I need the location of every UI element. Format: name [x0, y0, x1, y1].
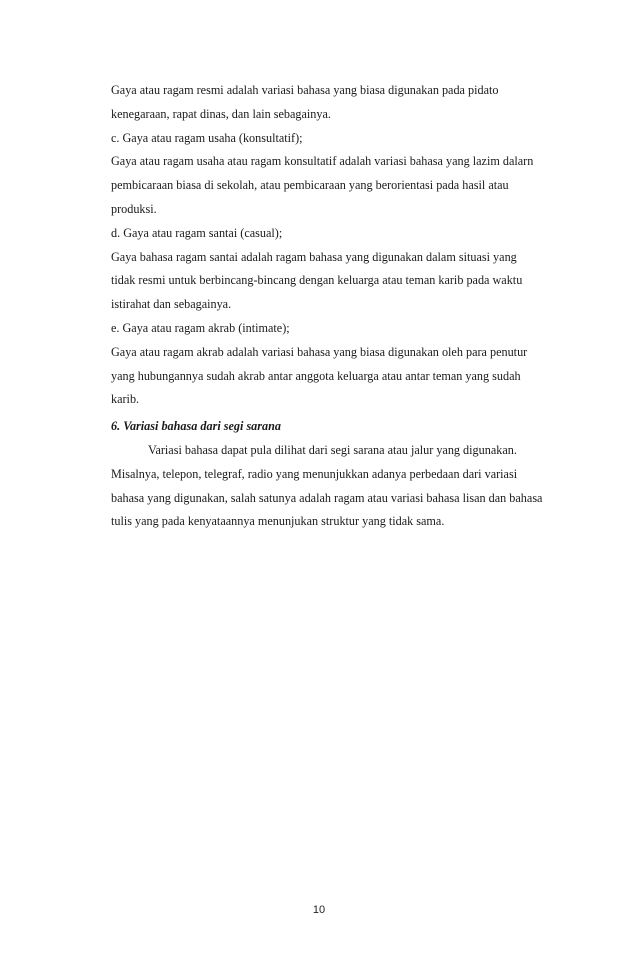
text-line: Gaya atau ragam resmi adalah variasi bahasa yang biasa digunakan pada pidato: [111, 83, 499, 97]
text-line: Gaya atau ragam akrab adalah variasi bahasa yang biasa digunakan oleh para penutur: [111, 344, 528, 359]
text-line: Gaya bahasa ragam santai adalah ragam bahasa yang digunakan dalam situasi yang: [111, 249, 517, 264]
text-line: istirahat dan sebagainya.: [111, 297, 232, 312]
document-body: [111, 79, 571, 534]
text-line: yang hubungannya sudah akrab antar anggota keluarga atau antar teman yang sudah: [111, 368, 521, 383]
text-line: kenegaraan, rapat dinas, dan lain sebagainya.: [111, 106, 331, 121]
text-line: Misalnya, telepon, telegraf, radio yang menunjukkan adanya perbedaan dari variasi: [111, 466, 518, 481]
text-line: tidak resmi untuk berbincang-bincang dengan keluarga atau teman karib pada waktu: [111, 273, 523, 288]
list-item-heading: d. Gaya atau ragam santai (casual);: [111, 225, 283, 240]
section-heading: 6. Variasi bahasa dari segi sarana: [111, 419, 281, 434]
text-line: karib.: [111, 392, 140, 407]
text-line: Gaya atau ragam usaha atau ragam konsultatif adalah variasi bahasa yang lazim dalarn: [111, 154, 534, 169]
text-line: tulis yang pada kenyataannya menunjukan struktur yang tidak sama.: [111, 514, 445, 529]
list-item-heading: e. Gaya atau ragam akrab (intimate);: [111, 320, 290, 335]
page-number: 10: [312, 904, 326, 916]
text-line: bahasa yang digunakan, salah satunya adalah ragam atau variasi bahasa lisan dan bahasa: [111, 490, 543, 505]
text-line: Variasi bahasa dapat pula dilihat dari segi sarana atau jalur yang digunakan.: [148, 442, 517, 457]
text-line: produksi.: [111, 201, 157, 216]
list-item-heading: c. Gaya atau ragam usaha (konsultatif);: [111, 130, 303, 145]
text-line: pembicaraan biasa di sekolah, atau pembicaraan yang berorientasi pada hasil atau: [111, 178, 509, 193]
